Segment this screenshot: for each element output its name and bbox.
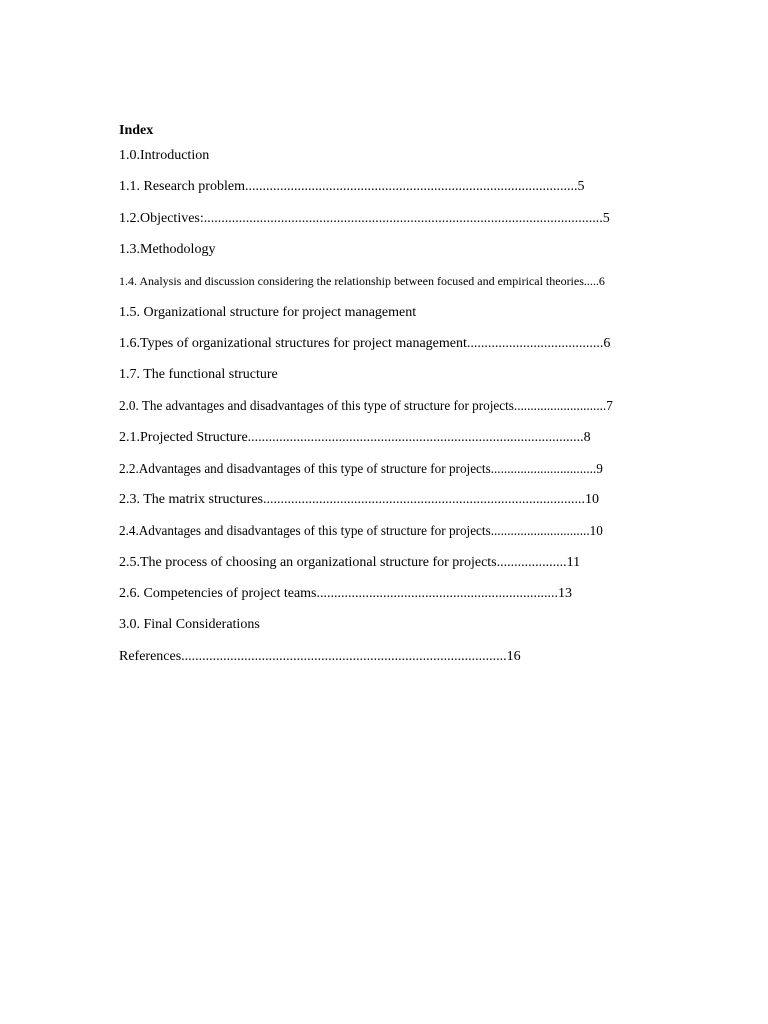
toc-entry-choosing-process: 2.5.The process of choosing an organizational structure for projects....................11 [119, 555, 581, 570]
toc-entry-competencies: 2.6. Competencies of project teams.....................................................................13 [119, 586, 572, 601]
toc-entry-functional-structure: 1.7. The functional structure [119, 367, 278, 382]
table-of-contents [119, 121, 719, 664]
toc-entry-analysis-discussion: 1.4. Analysis and discussion considering the relationship between focused and empirical theories.....6 [119, 274, 605, 288]
toc-entry-introduction: 1.0.Introduction [119, 148, 210, 163]
toc-entry-research-problem: 1.1. Research problem...............................................................................................5 [119, 179, 585, 194]
toc-entry-advantages-functional: 2.0. The advantages and disadvantages of this type of structure for projects............................7 [119, 398, 613, 413]
toc-entry-objectives: 1.2.Objectives:..................................................................................................................5 [119, 211, 610, 226]
toc-entry-references: References.............................................................................................16 [119, 649, 521, 664]
toc-entry-advantages-projected: 2.2.Advantages and disadvantages of this type of structure for projects................................9 [119, 461, 603, 476]
toc-heading: Index [119, 123, 154, 138]
toc-entry-methodology: 1.3.Methodology [119, 242, 216, 257]
toc-entry-matrix-structures: 2.3. The matrix structures............................................................................................10 [119, 492, 599, 507]
toc-entry-projected-structure: 2.1.Projected Structure................................................................................................8 [119, 430, 591, 445]
toc-entry-organizational-structure: 1.5. Organizational structure for project management [119, 305, 417, 320]
toc-entry-final-considerations: 3.0. Final Considerations [119, 617, 260, 632]
toc-entry-advantages-matrix: 2.4.Advantages and disadvantages of this type of structure for projects..............................10 [119, 523, 603, 538]
toc-entry-types-of-structures: 1.6.Types of organizational structures for project management.......................................6 [119, 336, 611, 351]
